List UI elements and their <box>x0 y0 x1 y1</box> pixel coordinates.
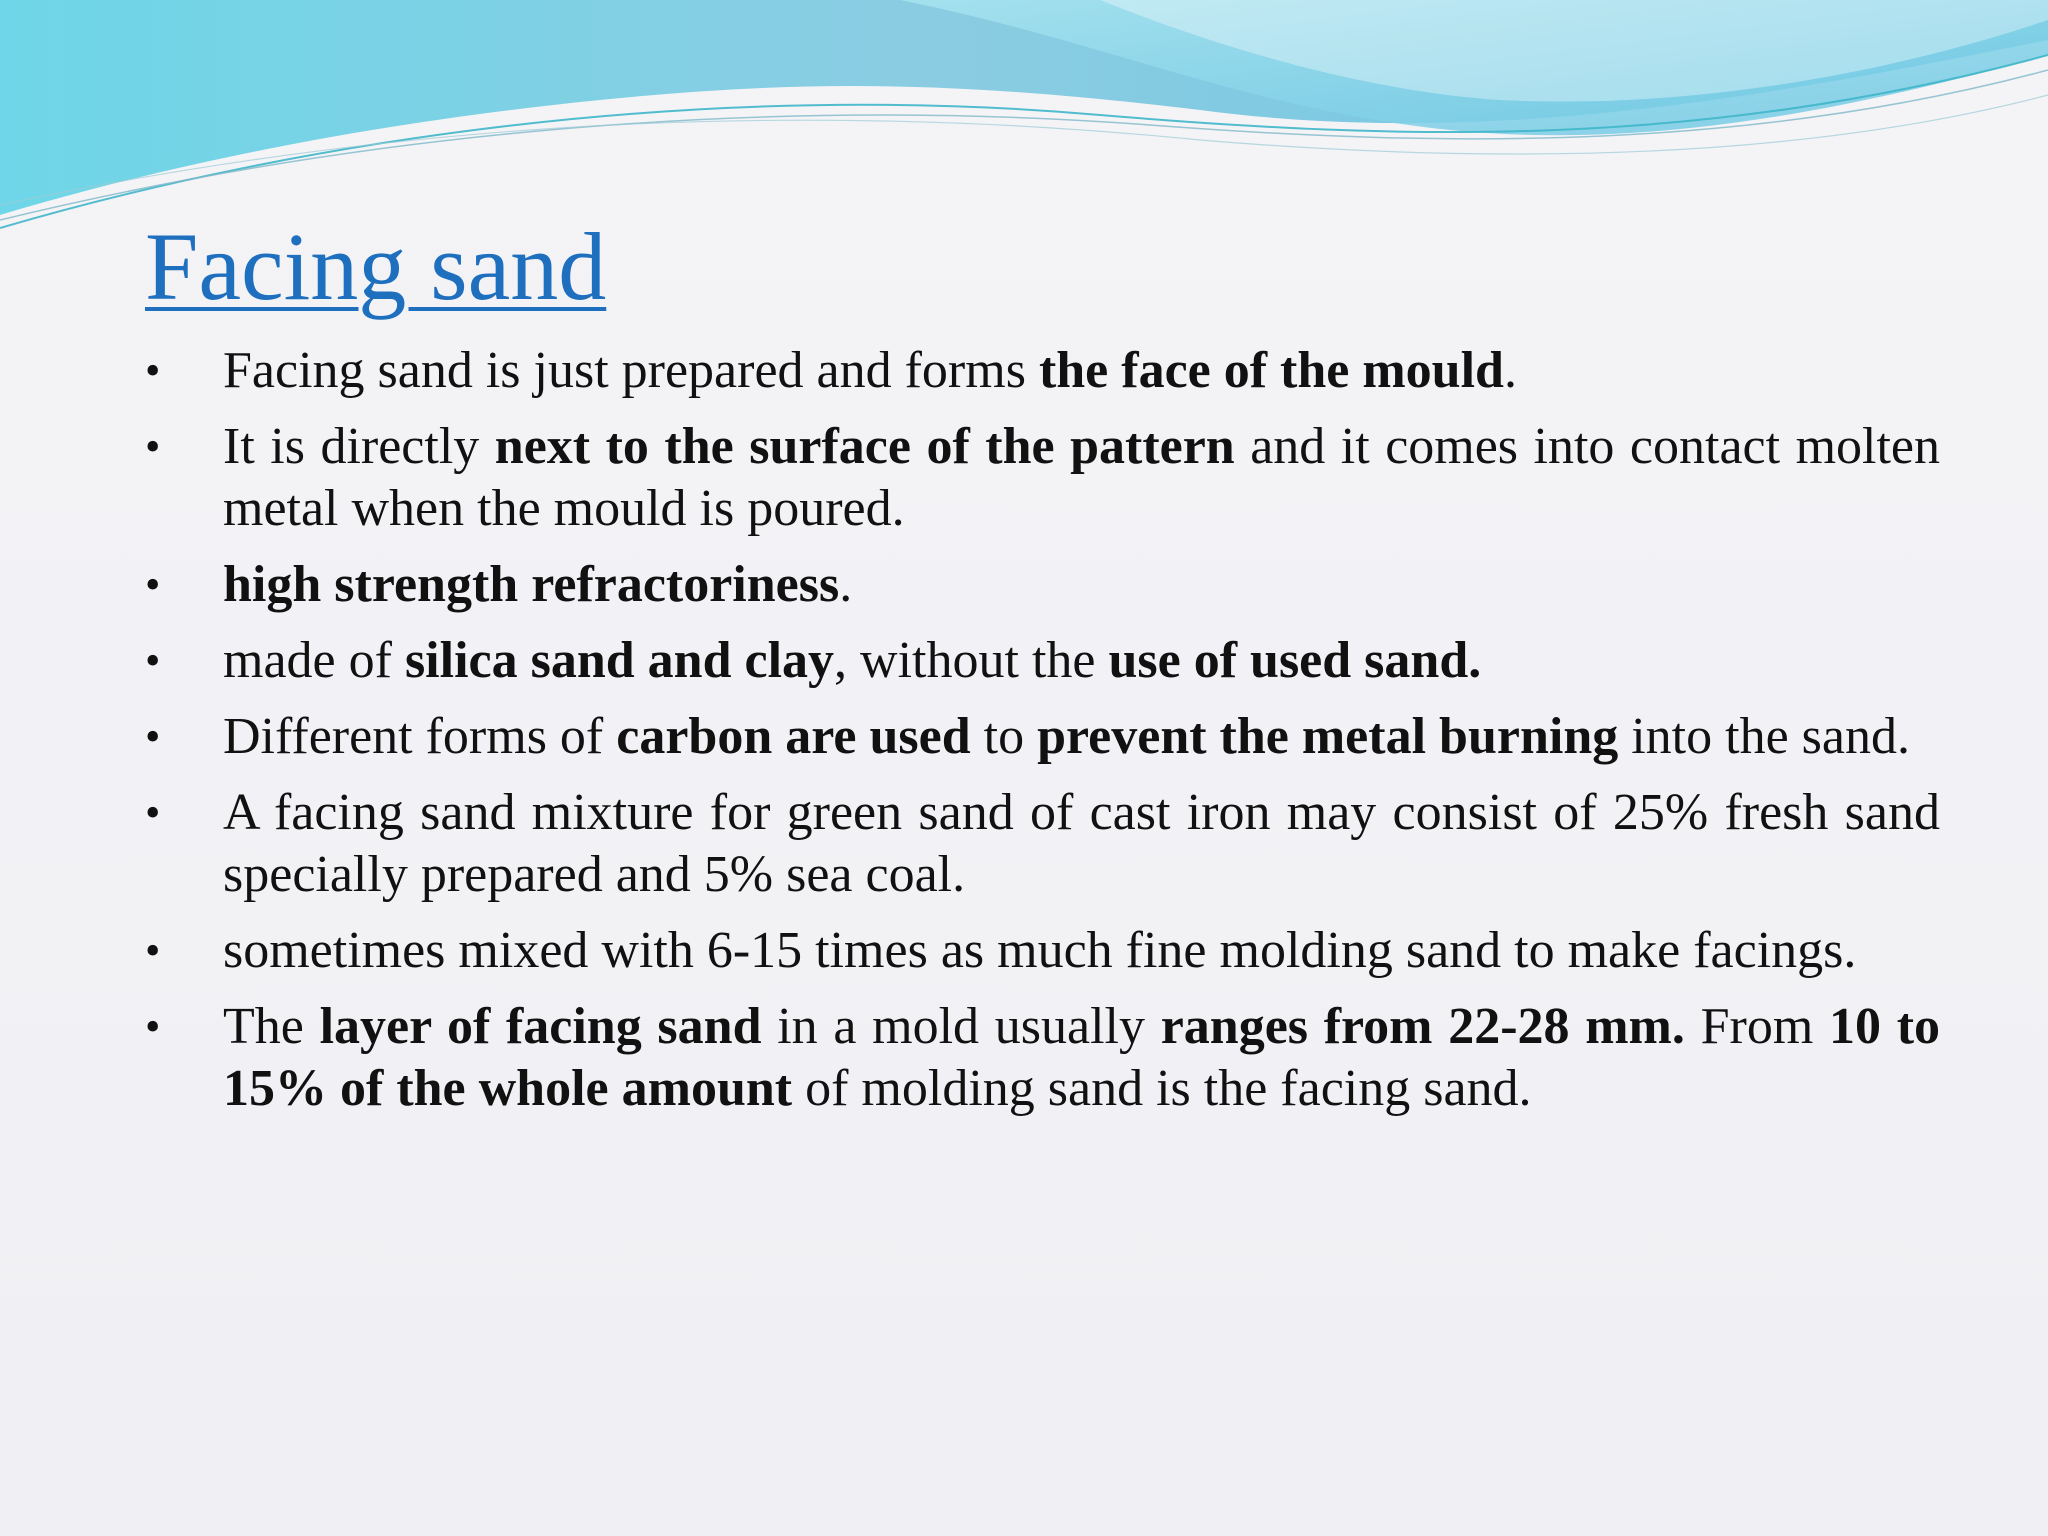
bullet-text: to <box>970 708 1038 765</box>
bullet-text-bold: carbon are used <box>616 708 971 765</box>
bullet-text: From <box>1684 998 1829 1055</box>
bullet-item <box>145 920 1940 982</box>
bullet-item <box>145 706 1940 768</box>
slide-title: Facing sand <box>145 213 607 320</box>
bullet-text: , without the <box>834 632 1109 689</box>
bullet-dot-icon: • <box>145 636 161 685</box>
header-wave-decoration <box>0 0 2048 240</box>
bullet-text: sometimes mixed with 6-15 times as much fine molding sand to make facings. <box>223 922 1857 979</box>
bullet-text-bold: use of used sand. <box>1108 632 1482 689</box>
bullet-text-bold: next to the surface of the pattern <box>494 418 1235 475</box>
bullet-dot-icon: • <box>145 346 161 395</box>
bullet-item <box>145 630 1940 692</box>
bullet-text-bold: prevent the metal burning <box>1037 708 1619 765</box>
bullet-text: The <box>223 998 320 1055</box>
bullet-dot-icon: • <box>145 422 161 471</box>
bullet-item <box>145 340 1940 402</box>
bullet-text-bold: silica sand and clay <box>404 632 835 689</box>
bullet-text: in a mold usually <box>761 998 1161 1055</box>
bullet-text: . <box>839 556 853 613</box>
bullet-item <box>145 554 1940 616</box>
bullet-text: Different forms of <box>223 708 617 765</box>
bullet-text: into the sand. <box>1618 708 1910 765</box>
bullet-text: made of <box>223 632 405 689</box>
bullet-text: and it comes into contact molten metal when the mould is poured. <box>223 418 1940 537</box>
bullet-text: A facing sand mixture for green sand of cast iron may consist of 25% fresh sand specially prepared and 5% sea coal. <box>223 784 1940 903</box>
bullet-dot-icon: • <box>145 712 161 761</box>
bullet-item <box>145 416 1940 540</box>
bullet-text-bold: 10 to 15% of the whole amount <box>223 998 1941 1117</box>
bullet-text: It is directly <box>223 418 495 475</box>
bullet-dot-icon: • <box>145 788 161 837</box>
bullet-dot-icon: • <box>145 560 161 609</box>
bullet-item <box>145 996 1940 1120</box>
bullet-text: Facing sand is just prepared and forms <box>223 342 1039 399</box>
bullet-text-bold: high strength refractoriness <box>223 556 840 613</box>
bullet-text-bold: the face of the mould <box>1038 342 1504 399</box>
bullet-text-bold: ranges from 22-28 mm. <box>1160 998 1685 1055</box>
bullet-dot-icon: • <box>145 926 161 975</box>
bullet-text: . <box>1503 342 1517 399</box>
bullet-dot-icon: • <box>145 1002 161 1051</box>
bullet-item <box>145 782 1940 906</box>
bullet-text: of molding sand is the facing sand. <box>792 1060 1532 1117</box>
bullet-list <box>145 340 1940 1134</box>
bullet-text-bold: layer of facing sand <box>319 998 762 1055</box>
